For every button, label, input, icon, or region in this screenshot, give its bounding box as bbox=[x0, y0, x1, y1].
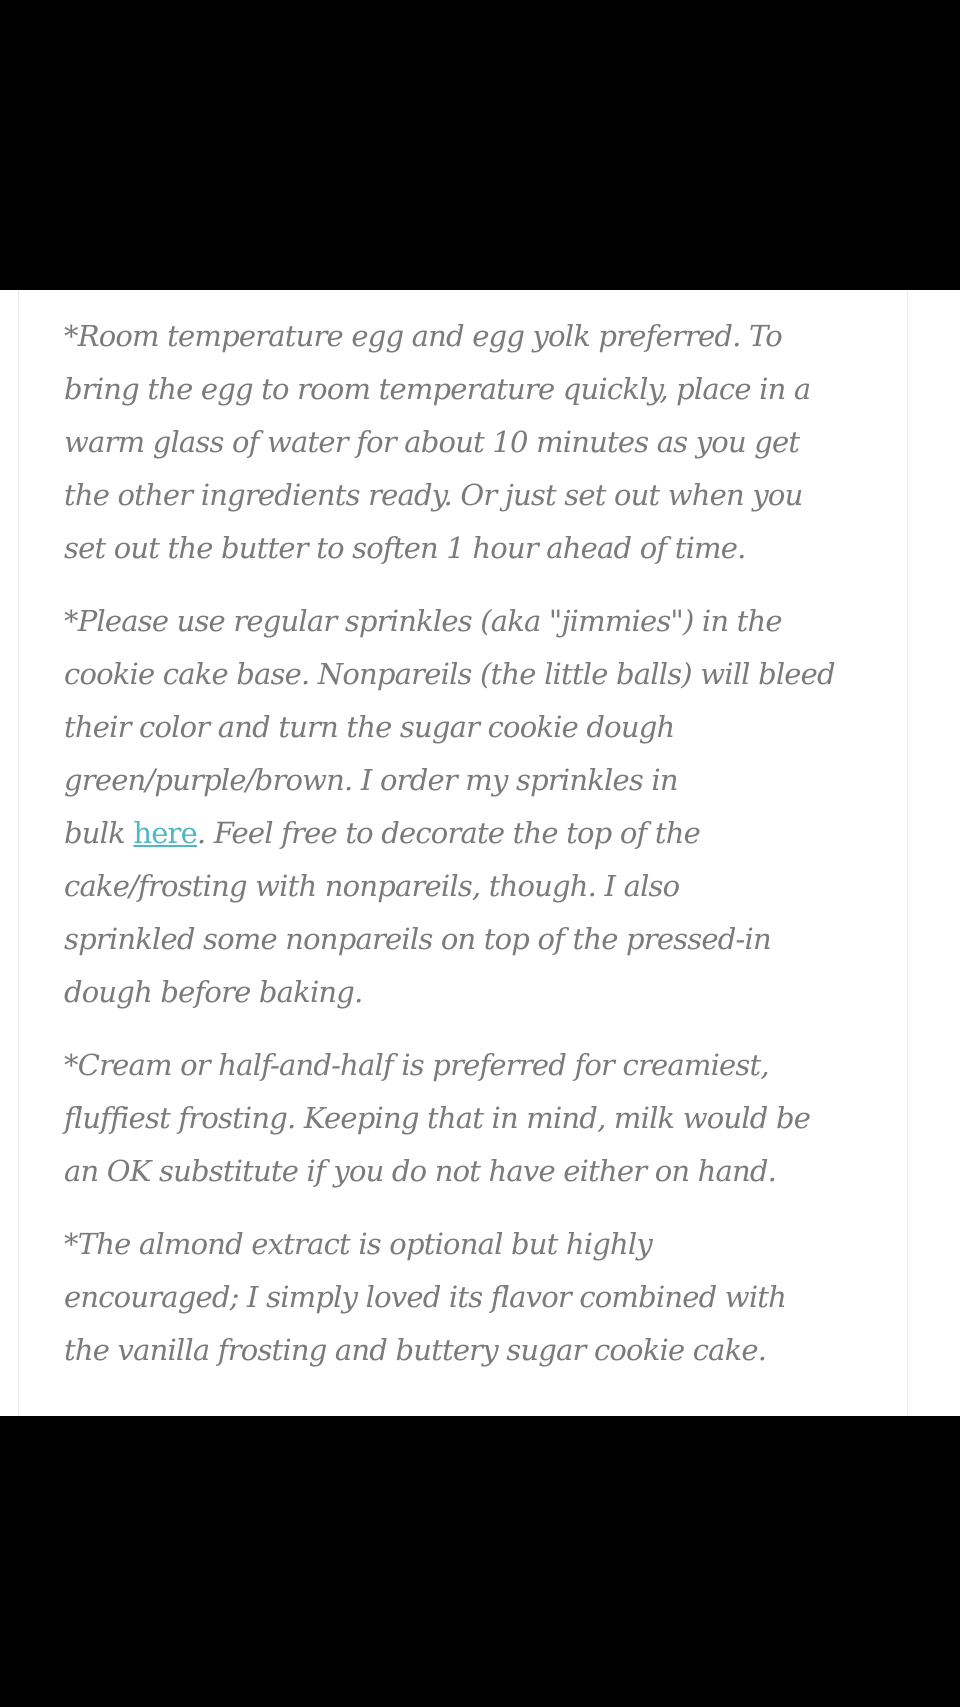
note-line: *Please use regular sprinkles (aka "jimmies") in the bbox=[64, 604, 782, 638]
note-cream bbox=[64, 1039, 864, 1198]
note-line: encouraged; I simply loved its flavor combined with bbox=[64, 1280, 787, 1314]
note-line: bring the egg to room temperature quickly, place in a bbox=[64, 372, 811, 406]
note-line: set out the butter to soften 1 hour ahead of time. bbox=[64, 531, 746, 565]
link-line-suffix: . Feel free to decorate the top of the bbox=[196, 816, 700, 850]
recipe-notes bbox=[64, 310, 864, 1397]
note-line: their color and turn the sugar cookie dough bbox=[64, 710, 675, 744]
sprinkles-bulk-link[interactable]: here bbox=[133, 816, 197, 850]
note-line: cake/frosting with nonpareils, though. I also bbox=[64, 869, 680, 903]
note-almond-extract bbox=[64, 1218, 864, 1377]
link-line-prefix: bulk bbox=[64, 816, 134, 850]
note-line: *Room temperature egg and egg yolk preferred. To bbox=[64, 319, 782, 353]
note-line: fluffiest frosting. Keeping that in mind, milk would be bbox=[64, 1101, 811, 1135]
note-line: warm glass of water for about 10 minutes as you get bbox=[64, 425, 800, 459]
note-line: sprinkled some nonpareils on top of the pressed-in bbox=[64, 922, 771, 956]
note-line: the vanilla frosting and buttery sugar cookie cake. bbox=[64, 1333, 767, 1367]
note-line: cookie cake base. Nonpareils (the little balls) will bleed bbox=[64, 657, 835, 691]
note-line: green/purple/brown. I order my sprinkles in bbox=[64, 763, 678, 797]
note-sprinkles bbox=[64, 595, 864, 1019]
note-line-with-link bbox=[64, 807, 864, 860]
note-line: an OK substitute if you do not have either on hand. bbox=[64, 1154, 777, 1188]
note-egg-temperature bbox=[64, 310, 864, 575]
recipe-notes-card bbox=[0, 290, 960, 1416]
note-line: dough before baking. bbox=[64, 975, 363, 1009]
note-line: the other ingredients ready. Or just set out when you bbox=[64, 478, 803, 512]
note-line: *Cream or half-and-half is preferred for creamiest, bbox=[64, 1048, 769, 1082]
note-line: *The almond extract is optional but highly bbox=[64, 1227, 652, 1261]
